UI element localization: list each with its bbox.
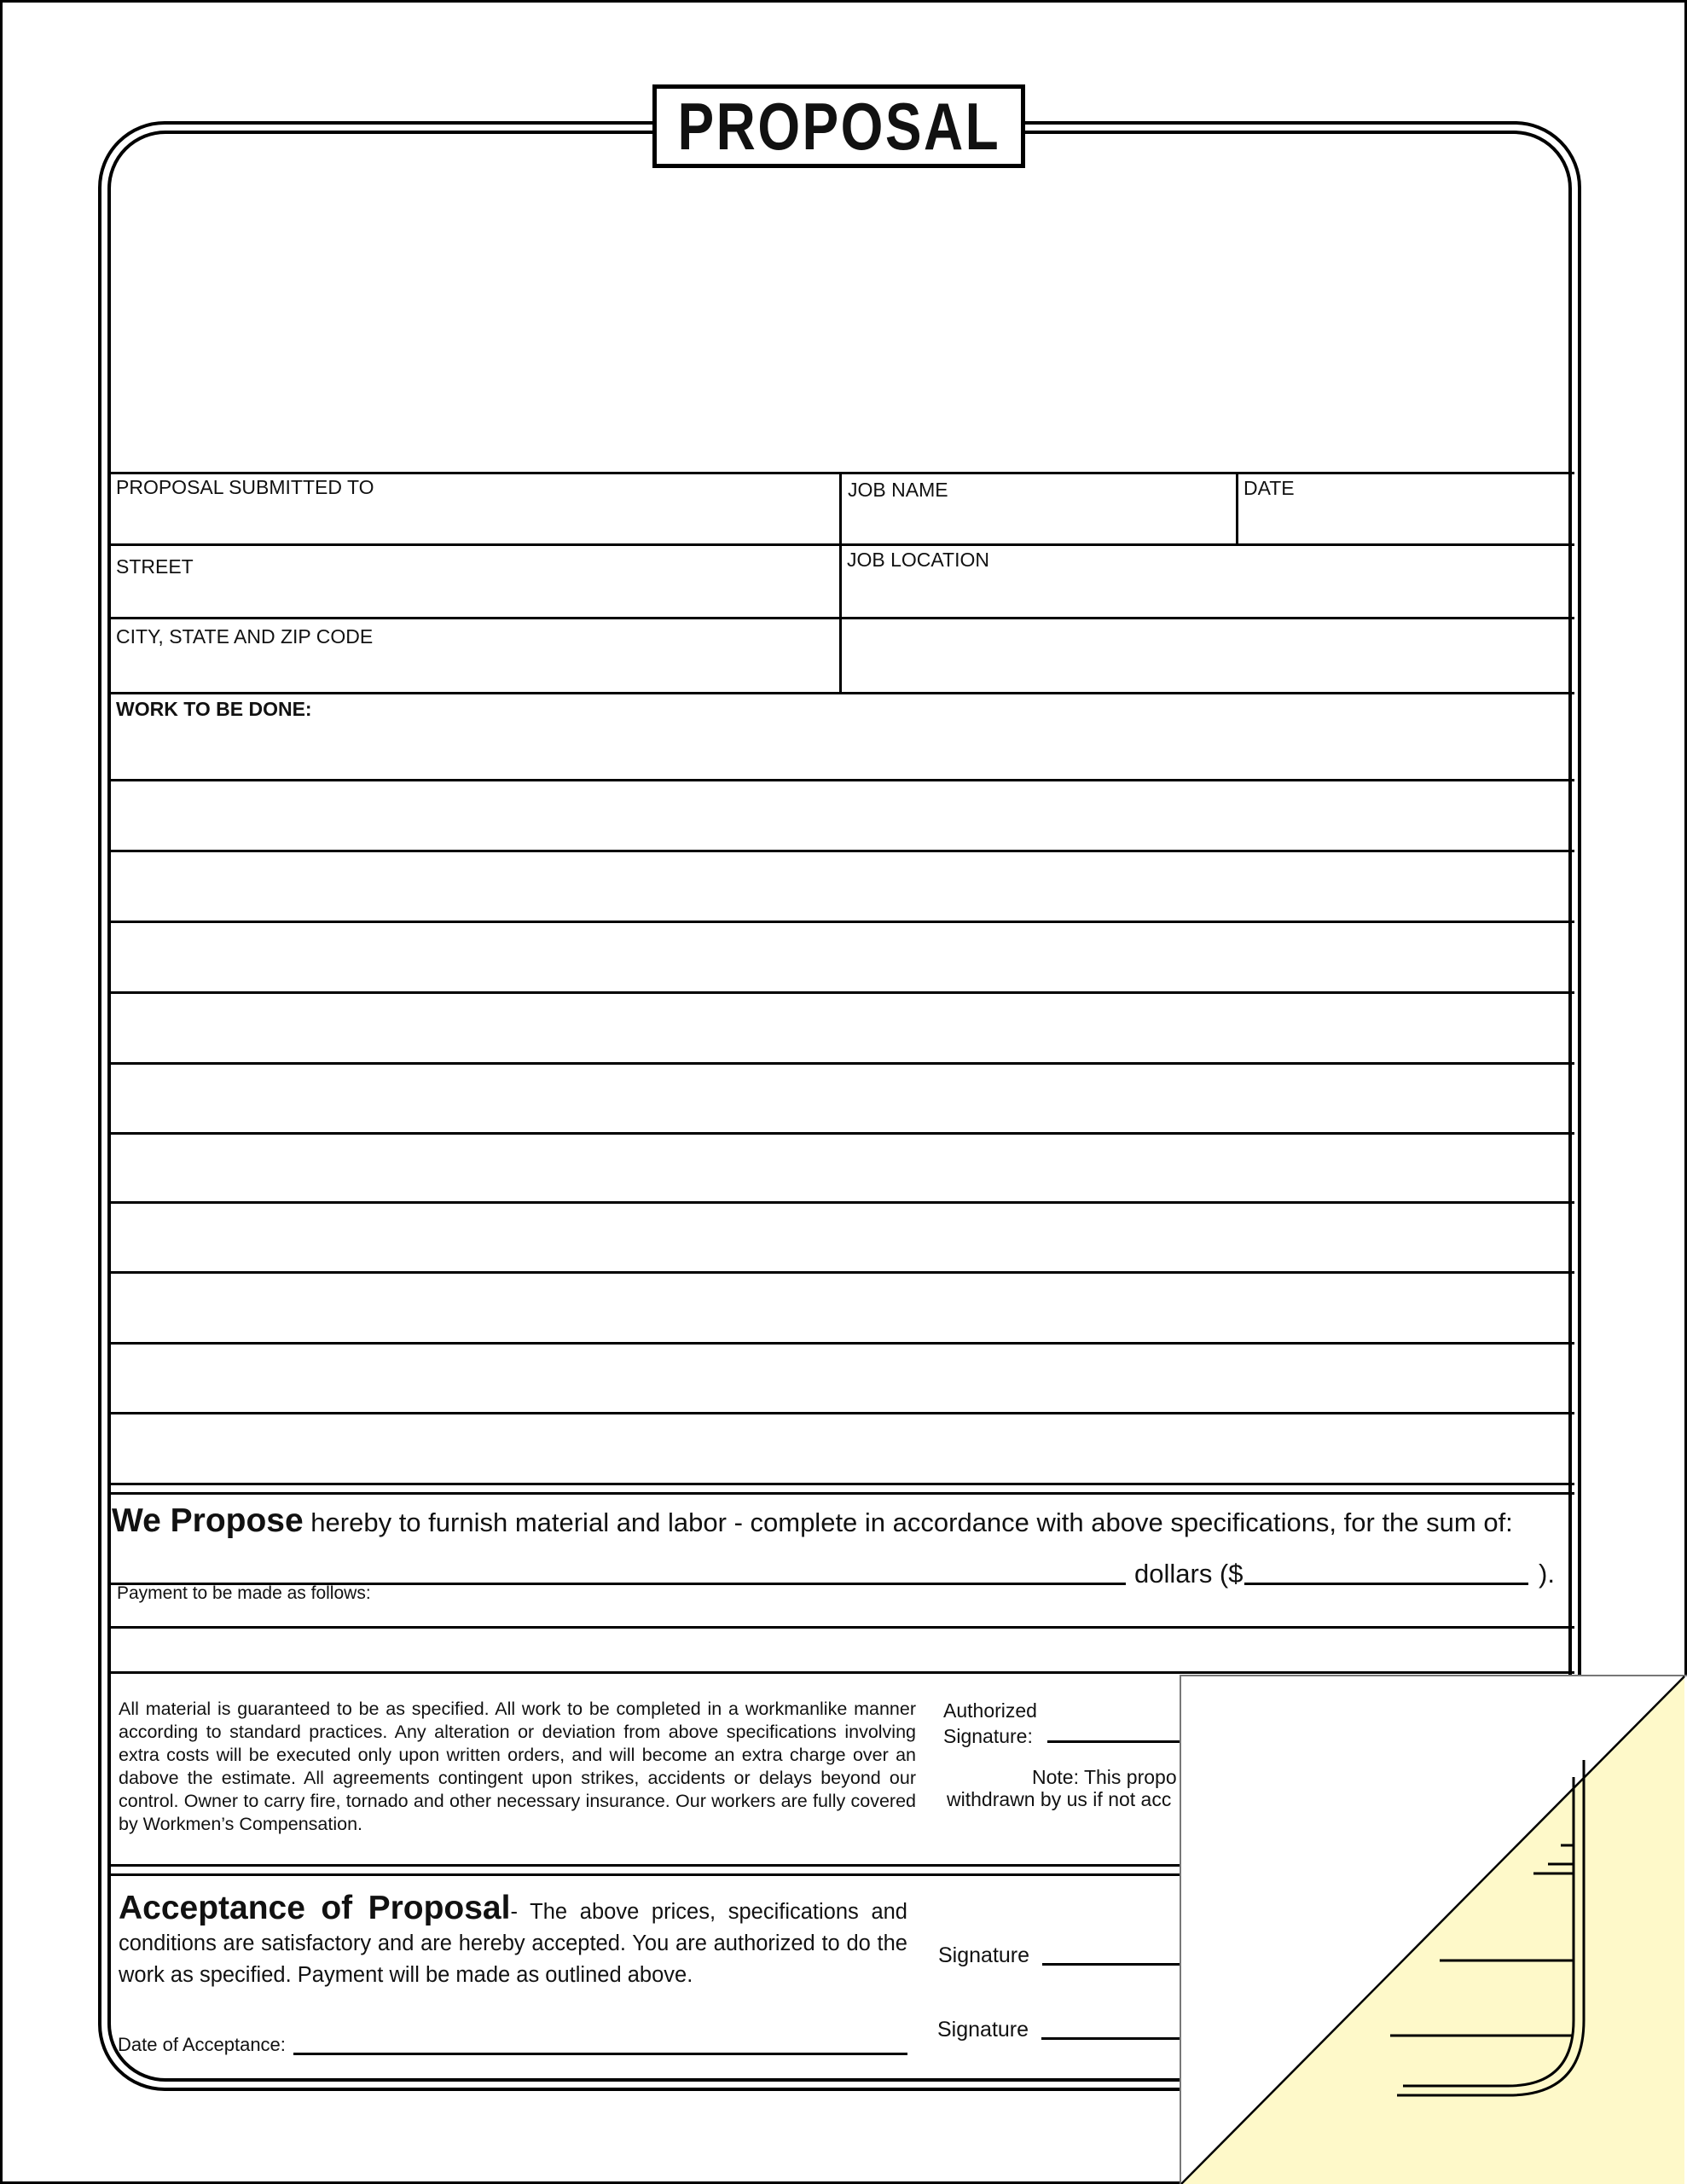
terms-text: All material is guaranteed to be as specified. All work to be completed in a workmanlike manner according to standard practices. Any alteration or deviation from above specifications involving extra costs will be executed only upon written orders, and will become an extra charge over an dabove the estimate. All agreements contingent upon strikes, accidents or delays beyond our control. Owner to carry fire, tornado and other necessary insurance. Our workers are fully covered by Workmen’s Compensation. bbox=[119, 1699, 916, 1834]
we-propose-text: hereby to furnish material and labor - complete in accordance with above specifications, for the sum of: bbox=[310, 1507, 1513, 1537]
payment-terms-field[interactable] bbox=[111, 1604, 1574, 1625]
field-label: CITY, STATE AND ZIP CODE bbox=[116, 625, 374, 648]
page-title: PROPOSAL bbox=[677, 89, 1000, 164]
divider bbox=[108, 1626, 1574, 1629]
work-line[interactable] bbox=[108, 1132, 1574, 1135]
field-job-location-line-2[interactable] bbox=[842, 619, 1574, 692]
acceptance-text: - The above prices, specifications and conditions are satisfactory and are hereby accepted. You are authorized to do the work as specified. Payment will be made as outlined above. bbox=[119, 1900, 907, 1987]
field-date[interactable] bbox=[1244, 479, 1295, 498]
title-box bbox=[652, 84, 1025, 168]
work-to-be-done-label: WORK TO BE DONE: bbox=[116, 698, 312, 720]
authorized-signature-field[interactable] bbox=[1047, 1740, 1184, 1743]
carbon-copy-corner bbox=[1180, 1675, 1687, 2184]
field-label: DATE bbox=[1244, 477, 1295, 499]
signature-field-2[interactable] bbox=[1041, 2037, 1183, 2040]
field-label: STREET bbox=[116, 555, 194, 578]
field-label: PROPOSAL SUBMITTED TO bbox=[116, 476, 374, 498]
divider bbox=[1236, 472, 1238, 545]
section-divider bbox=[108, 1483, 1574, 1485]
note-text-line-2: withdrawn by us if not acc bbox=[947, 1788, 1172, 1810]
field-label: JOB LOCATION bbox=[847, 549, 989, 571]
work-line[interactable] bbox=[108, 1342, 1574, 1345]
date-of-acceptance-field[interactable] bbox=[293, 2053, 907, 2055]
field-city-state-zip[interactable] bbox=[116, 627, 373, 647]
signature-label-2: Signature bbox=[937, 2018, 1029, 2042]
we-propose-heading: We Propose bbox=[112, 1502, 304, 1539]
work-line[interactable] bbox=[108, 1271, 1574, 1274]
work-line[interactable] bbox=[108, 991, 1574, 994]
we-propose-statement bbox=[112, 1503, 1513, 1540]
amount-numeric-field[interactable] bbox=[1244, 1583, 1528, 1585]
section-divider bbox=[108, 1492, 1574, 1495]
work-line[interactable] bbox=[108, 1201, 1574, 1204]
authorized-signature-label: Signature: bbox=[943, 1725, 1033, 1747]
payment-terms-label: Payment to be made as follows: bbox=[117, 1583, 371, 1603]
authorized-label: Authorized bbox=[943, 1699, 1037, 1722]
note-text-line-1: Note: This propo bbox=[1032, 1766, 1177, 1788]
work-line[interactable] bbox=[108, 921, 1574, 923]
signature-field-1[interactable] bbox=[1042, 1963, 1183, 1966]
work-line[interactable] bbox=[108, 850, 1574, 852]
date-of-acceptance-label: Date of Acceptance: bbox=[118, 2034, 286, 2055]
divider bbox=[108, 1671, 1574, 1674]
work-line-input[interactable] bbox=[111, 721, 1574, 779]
payment-terms-field-2[interactable] bbox=[111, 1629, 1574, 1670]
field-job-location[interactable] bbox=[847, 550, 989, 570]
field-job-name[interactable] bbox=[848, 480, 948, 500]
work-line[interactable] bbox=[108, 1412, 1574, 1414]
field-label: JOB NAME bbox=[848, 479, 948, 501]
dollars-label: dollars ($ bbox=[1134, 1559, 1244, 1589]
work-line[interactable] bbox=[108, 1062, 1574, 1065]
acceptance-heading: Acceptance of Proposal bbox=[119, 1890, 511, 1926]
amount-closing: ). bbox=[1539, 1559, 1555, 1589]
acceptance-statement bbox=[119, 1892, 907, 1991]
work-line[interactable] bbox=[108, 779, 1574, 781]
field-proposal-submitted-to[interactable] bbox=[116, 478, 374, 497]
signature-label-1: Signature bbox=[938, 1943, 1030, 1967]
field-street[interactable] bbox=[116, 557, 194, 577]
